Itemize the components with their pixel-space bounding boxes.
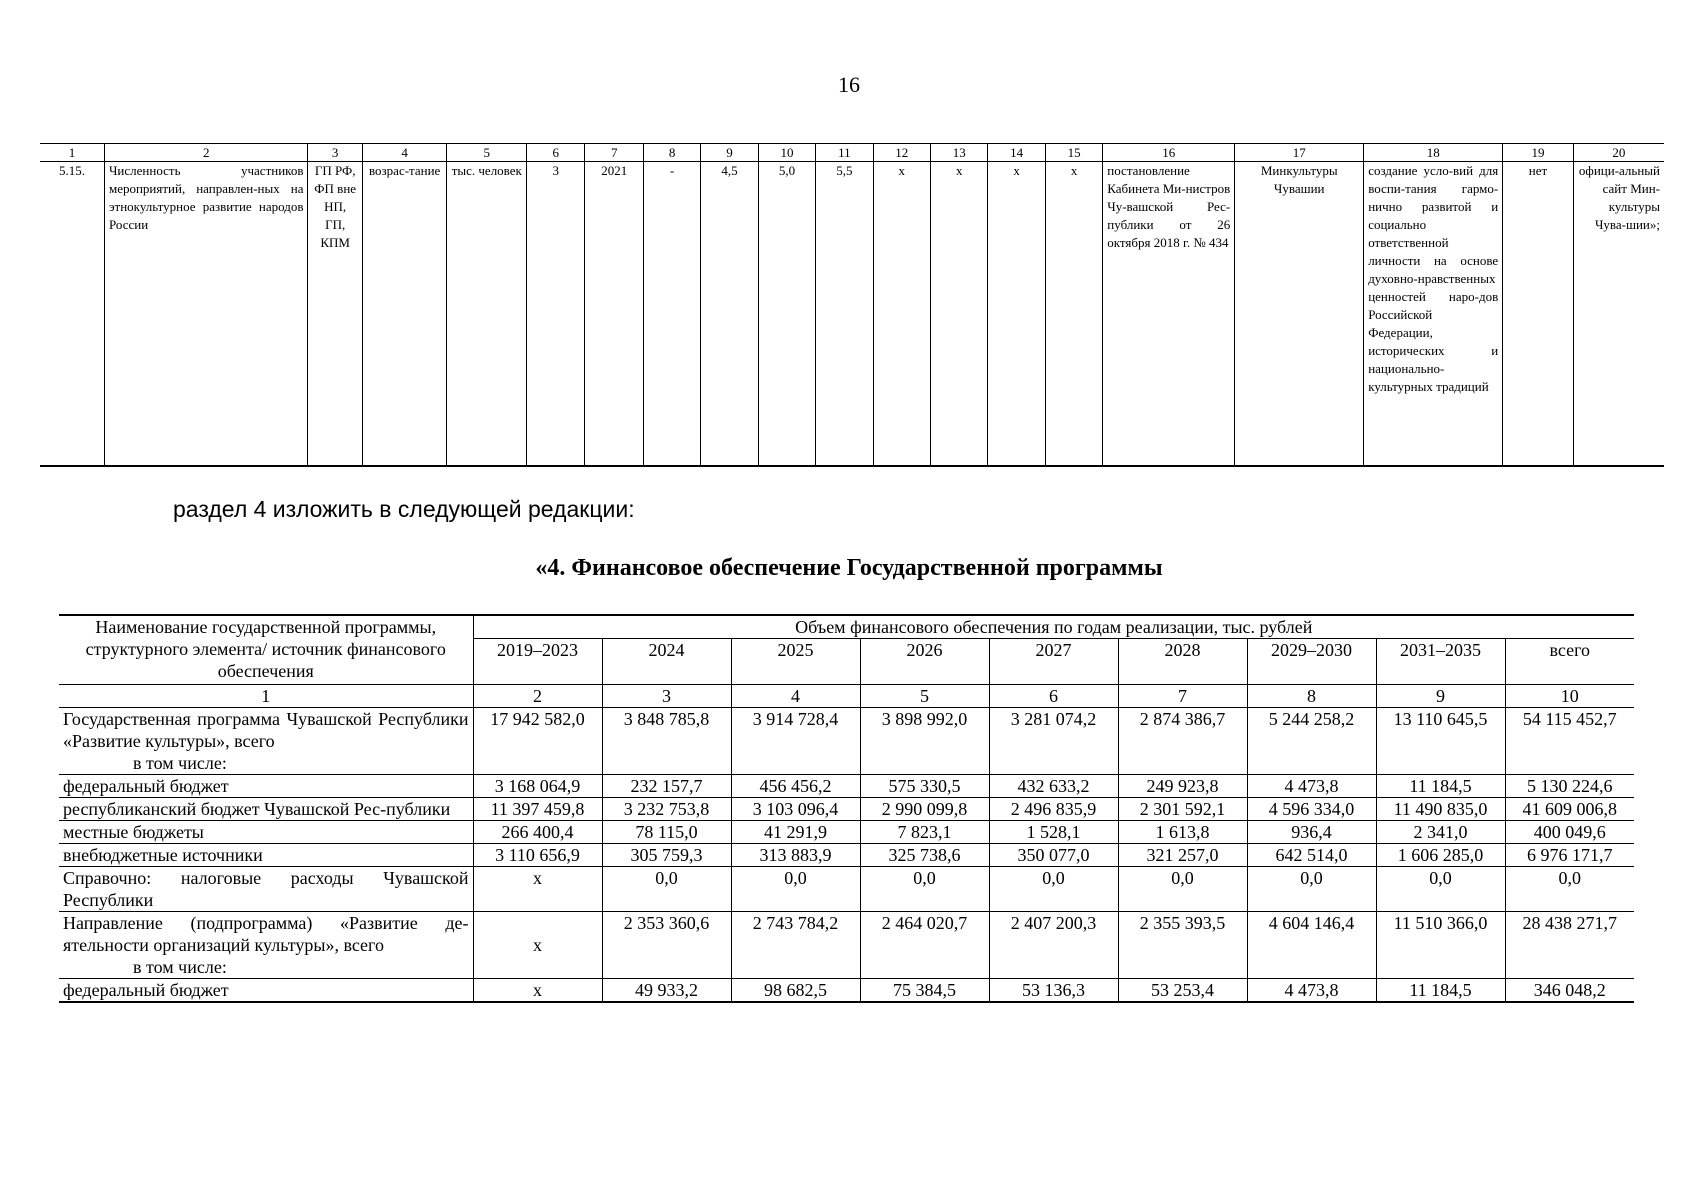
row-name: внебюджетные источники (59, 844, 473, 867)
table-cell: 2 353 360,6 (602, 912, 731, 979)
information-source: офици-альный сайт Мин-культуры Чува-шии»; (1573, 162, 1664, 467)
table-cell: 13 110 645,5 (1376, 708, 1505, 775)
col-num: 9 (1376, 685, 1505, 708)
table-cell: 4 604 146,4 (1247, 912, 1376, 979)
row-subtitle: в том числе: (133, 753, 227, 773)
indicator-goal: создание усло-вий для воспи-тания гармо-нично развитой и социально ответственной личности на основе духовно-нравственных ценностей наро-дов Российской Федерации, исторических и национально-культурных традиций (1364, 162, 1503, 467)
table-cell: 6 976 171,7 (1505, 844, 1634, 867)
table-cell: 78 115,0 (602, 821, 731, 844)
table-cell: х (931, 162, 988, 467)
table-cell: 11 490 835,0 (1376, 798, 1505, 821)
table-cell: - (643, 162, 700, 467)
table-cell: х (988, 162, 1045, 467)
table-cell: 2 407 200,3 (989, 912, 1118, 979)
row-name: федеральный бюджет (59, 979, 473, 1003)
table-cell: 2 496 835,9 (989, 798, 1118, 821)
table-cell: нет (1503, 162, 1574, 467)
table-cell: 266 400,4 (473, 821, 602, 844)
table-cell: 5 130 224,6 (1505, 775, 1634, 798)
table-cell: 7 823,1 (860, 821, 989, 844)
table-cell: 3 281 074,2 (989, 708, 1118, 775)
column-number-row (59, 685, 1634, 708)
col-num: 14 (988, 144, 1045, 162)
table-cell: 0,0 (1118, 867, 1247, 912)
row-number: 5.15. (40, 162, 104, 467)
col-num: 5 (447, 144, 527, 162)
table-cell: 98 682,5 (731, 979, 860, 1003)
table-cell: 5,0 (758, 162, 815, 467)
table-cell: 41 291,9 (731, 821, 860, 844)
table-cell: 5,5 (816, 162, 873, 467)
table-cell: 3 110 656,9 (473, 844, 602, 867)
col-num: 18 (1364, 144, 1503, 162)
table-cell: 53 253,4 (1118, 979, 1247, 1003)
table-cell: 321 257,0 (1118, 844, 1247, 867)
table-row (59, 821, 1634, 844)
table-row (59, 979, 1634, 1003)
col-num: 1 (59, 685, 473, 708)
table-cell: 0,0 (989, 867, 1118, 912)
col-num: 8 (643, 144, 700, 162)
table-cell: 0,0 (860, 867, 989, 912)
year-header: 2031–2035 (1376, 639, 1505, 685)
col-num: 4 (731, 685, 860, 708)
indicators-table (40, 143, 1664, 467)
table-cell: х (473, 912, 602, 979)
table-cell: 54 115 452,7 (1505, 708, 1634, 775)
col-num: 8 (1247, 685, 1376, 708)
col-num: 13 (931, 144, 988, 162)
table-cell: 0,0 (602, 867, 731, 912)
column-number-row (40, 144, 1664, 162)
col-num: 17 (1235, 144, 1364, 162)
table-row (59, 775, 1634, 798)
table-cell: 3 103 096,4 (731, 798, 860, 821)
col-num: 10 (1505, 685, 1634, 708)
table-cell: 3 898 992,0 (860, 708, 989, 775)
year-header: 2029–2030 (1247, 639, 1376, 685)
indicator-name: Численность участников мероприятий, направлен-ных на этнокультурное развитие народов России (104, 162, 308, 467)
responsible-executor: Минкультуры Чувашии (1235, 162, 1364, 467)
amendment-directive: раздел 4 изложить в следующей редакции: (173, 496, 635, 522)
col-num: 1 (40, 144, 104, 162)
row-name: республиканский бюджет Чувашской Рес-публики (59, 798, 473, 821)
year-header: всего (1505, 639, 1634, 685)
table-row (59, 708, 1634, 775)
table-row (59, 912, 1634, 979)
year-header: 2025 (731, 639, 860, 685)
row-name: Справочно: налоговые расходы Чувашской Республики (59, 867, 473, 912)
legal-basis: постановление Кабинета Ми-нистров Чу-вашской Рес-публики от 26 октября 2018 г. № 434 (1103, 162, 1235, 467)
year-header: 2027 (989, 639, 1118, 685)
header-group: Объем финансового обеспечения по годам реализации, тыс. рублей (473, 615, 1634, 639)
col-num: 20 (1573, 144, 1664, 162)
row-name: Государственная программа Чувашской Республики «Развитие культуры», всего в том числе: (59, 708, 473, 775)
table-cell: 11 397 459,8 (473, 798, 602, 821)
table-cell: 2021 (585, 162, 643, 467)
table-cell: 2 464 020,7 (860, 912, 989, 979)
table-cell: 0,0 (1505, 867, 1634, 912)
table-cell: х (1045, 162, 1102, 467)
table-cell: 350 077,0 (989, 844, 1118, 867)
table-cell: 3 232 753,8 (602, 798, 731, 821)
table-cell: 4 473,8 (1247, 775, 1376, 798)
table-cell: 3 168 064,9 (473, 775, 602, 798)
col-num: 11 (816, 144, 873, 162)
table-cell: 3 848 785,8 (602, 708, 731, 775)
table-cell: 11 510 366,0 (1376, 912, 1505, 979)
row-name: Направление (подпрограмма) «Развитие де-ятельности организаций культуры», всего в том числе: (59, 912, 473, 979)
row-name: местные бюджеты (59, 821, 473, 844)
page-number: 16 (838, 72, 860, 97)
col-num: 12 (873, 144, 930, 162)
table-cell: 0,0 (731, 867, 860, 912)
table-cell: 400 049,6 (1505, 821, 1634, 844)
col-num: 5 (860, 685, 989, 708)
table-cell: 17 942 582,0 (473, 708, 602, 775)
col-num: 9 (701, 144, 758, 162)
table-cell: 11 184,5 (1376, 979, 1505, 1003)
table-cell: 2 341,0 (1376, 821, 1505, 844)
indicator-type: ГП РФ, ФП вне НП, ГП, КПМ (308, 162, 362, 467)
section-title: «4. Финансовое обеспечение Государственной программы (535, 555, 1163, 581)
table-row (59, 844, 1634, 867)
col-num: 3 (308, 144, 362, 162)
col-num: 6 (527, 144, 585, 162)
table-row (59, 798, 1634, 821)
table-cell: 2 743 784,2 (731, 912, 860, 979)
table-cell: 5 244 258,2 (1247, 708, 1376, 775)
table-cell: 75 384,5 (860, 979, 989, 1003)
table-cell: 232 157,7 (602, 775, 731, 798)
year-header: 2028 (1118, 639, 1247, 685)
year-header: 2026 (860, 639, 989, 685)
col-num: 2 (104, 144, 308, 162)
table-cell: х (873, 162, 930, 467)
year-header: 2019–2023 (473, 639, 602, 685)
table-cell: х (473, 979, 602, 1003)
table-cell: 305 759,3 (602, 844, 731, 867)
header-row (59, 615, 1634, 639)
table-cell: 11 184,5 (1376, 775, 1505, 798)
table-cell: 936,4 (1247, 821, 1376, 844)
table-cell: 2 301 592,1 (1118, 798, 1247, 821)
col-num: 19 (1503, 144, 1574, 162)
table-cell: 1 613,8 (1118, 821, 1247, 844)
table-cell: х (473, 867, 602, 912)
table-cell: 2 874 386,7 (1118, 708, 1247, 775)
table-row (59, 867, 1634, 912)
table-row (40, 162, 1664, 467)
col-num: 3 (602, 685, 731, 708)
table-cell: 456 456,2 (731, 775, 860, 798)
table-cell: 432 633,2 (989, 775, 1118, 798)
row-name: федеральный бюджет (59, 775, 473, 798)
indicator-unit: тыс. человек (447, 162, 527, 467)
col-num: 15 (1045, 144, 1102, 162)
table-cell: 1 606 285,0 (1376, 844, 1505, 867)
table-cell: 53 136,3 (989, 979, 1118, 1003)
table-cell: 313 883,9 (731, 844, 860, 867)
table-cell: 0,0 (1247, 867, 1376, 912)
table-cell: 28 438 271,7 (1505, 912, 1634, 979)
table-cell: 49 933,2 (602, 979, 731, 1003)
table-cell: 575 330,5 (860, 775, 989, 798)
financing-table (59, 614, 1634, 1003)
table-cell: 4 596 334,0 (1247, 798, 1376, 821)
indicator-direction: возрас-тание (362, 162, 447, 467)
year-header: 2024 (602, 639, 731, 685)
table-cell: 41 609 006,8 (1505, 798, 1634, 821)
table-cell: 1 528,1 (989, 821, 1118, 844)
table-cell: 4 473,8 (1247, 979, 1376, 1003)
row-subtitle: в том числе: (133, 957, 227, 977)
table-cell: 249 923,8 (1118, 775, 1247, 798)
col-num: 2 (473, 685, 602, 708)
header-name: Наименование государственной программы, структурного элемента/ источник финансового обеспечения (59, 615, 473, 685)
table-cell: 0,0 (1376, 867, 1505, 912)
table-cell: 2 990 099,8 (860, 798, 989, 821)
table-cell: 4,5 (701, 162, 758, 467)
table-cell: 642 514,0 (1247, 844, 1376, 867)
table-cell: 325 738,6 (860, 844, 989, 867)
col-num: 7 (585, 144, 643, 162)
col-num: 10 (758, 144, 815, 162)
col-num: 16 (1103, 144, 1235, 162)
table-cell: 3 914 728,4 (731, 708, 860, 775)
table-cell: 346 048,2 (1505, 979, 1634, 1003)
col-num: 7 (1118, 685, 1247, 708)
col-num: 4 (362, 144, 447, 162)
table-cell: 2 355 393,5 (1118, 912, 1247, 979)
table-cell: 3 (527, 162, 585, 467)
col-num: 6 (989, 685, 1118, 708)
